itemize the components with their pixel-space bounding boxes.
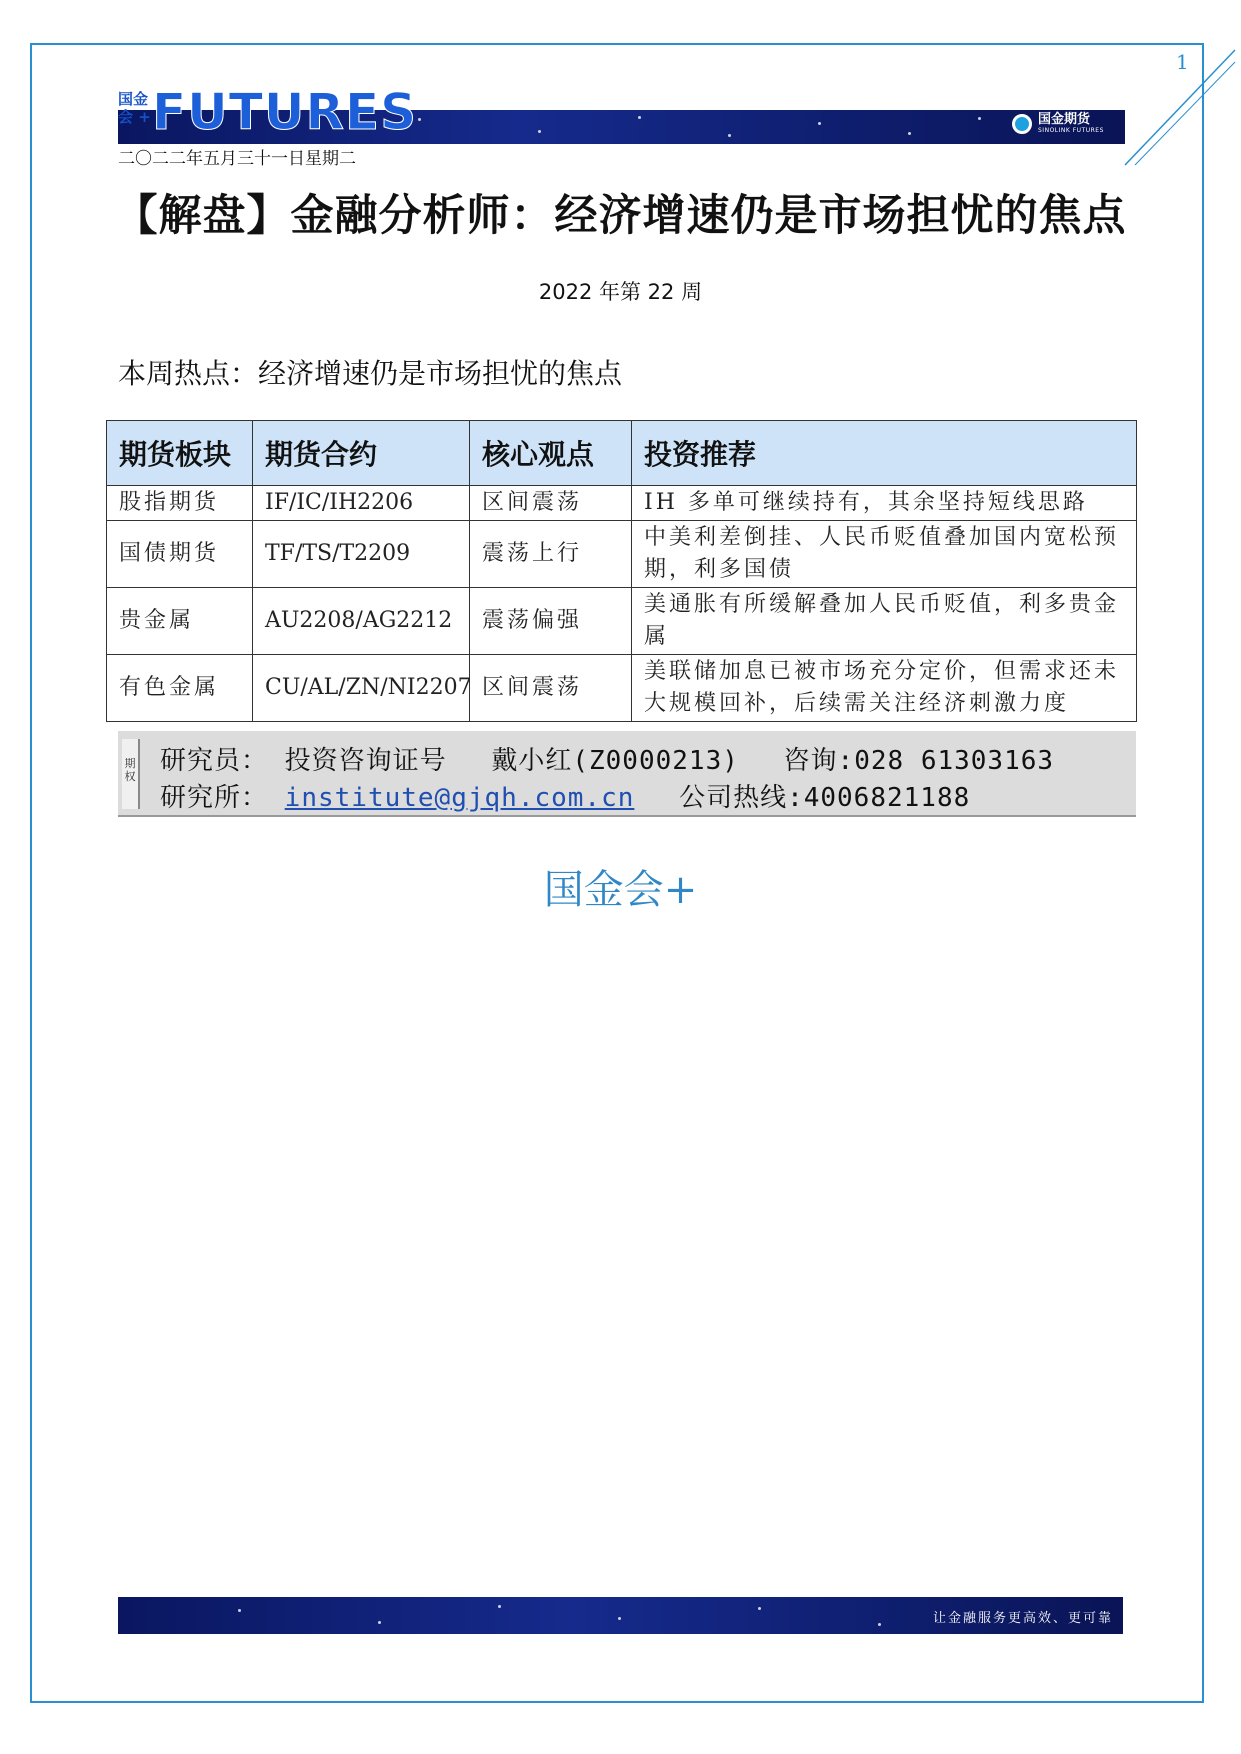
header-date: 二〇二二年五月三十一日星期二 <box>118 149 356 169</box>
footer-banner <box>118 1597 1123 1634</box>
company-name-en: SINOLINK FUTURES <box>1038 127 1104 134</box>
cell-contract: AU2208/AG2212 <box>253 588 470 655</box>
cell-recommendation: 美联储加息已被市场充分定价，但需求还未大规模回补，后续需关注经济刺激力度 <box>632 655 1137 722</box>
cell-view: 震荡上行 <box>470 521 632 588</box>
researcher-name: 戴小红(Z0000213) <box>491 746 739 776</box>
table-row <box>107 655 1137 722</box>
page-title: 【解盘】金融分析师：经济增速仍是市场担忧的焦点 <box>114 191 1127 241</box>
table-row <box>107 588 1137 655</box>
cell-sector: 股指期货 <box>107 486 253 521</box>
table-row <box>107 521 1137 588</box>
cert-label: 投资咨询证号 <box>284 746 447 776</box>
sinolink-logo-icon <box>1012 114 1032 134</box>
cell-sector: 国债期货 <box>107 521 253 588</box>
cell-view: 震荡偏强 <box>470 588 632 655</box>
week-label: 2022 年第 22 周 <box>538 280 703 304</box>
brand-small-label <box>118 90 154 126</box>
cell-recommendation: 中美利差倒挂、人民币贬值叠加国内宽松预期，利多国债 <box>632 521 1137 588</box>
company-hotline: 公司热线:4006821188 <box>679 783 971 813</box>
contact-box <box>118 731 1136 817</box>
cell-contract: CU/AL/ZN/NI2207 <box>253 655 470 722</box>
cell-contract: TF/TS/T2209 <box>253 521 470 588</box>
weekly-hotspot: 本周热点：经济增速仍是市场担忧的焦点 <box>118 357 623 390</box>
footer-slogan: 让金融服务更高效、更可靠 <box>932 1611 1113 1626</box>
cell-view: 区间震荡 <box>470 486 632 521</box>
institute-label: 研究所： <box>160 783 269 813</box>
header-sector: 期货板块 <box>107 421 253 486</box>
cell-contract: IF/IC/IH2206 <box>253 486 470 521</box>
header-view: 核心观点 <box>470 421 632 486</box>
cell-recommendation: 美通胀有所缓解叠加人民币贬值，利多贵金属 <box>632 588 1137 655</box>
researcher-label: 研究员： <box>160 746 269 776</box>
cell-recommendation: IH 多单可继续持有，其余坚持短线思路 <box>632 486 1137 521</box>
header-contract: 期货合约 <box>253 421 470 486</box>
company-logo <box>1012 113 1104 134</box>
table-row <box>107 486 1137 521</box>
cell-sector: 贵金属 <box>107 588 253 655</box>
brand-wordmark: FUTURES <box>152 83 418 141</box>
institute-line <box>160 777 970 814</box>
table-header-row <box>107 421 1137 486</box>
cell-sector: 有色金属 <box>107 655 253 722</box>
researcher-line <box>160 740 1054 777</box>
page-number: 1 <box>1176 50 1189 74</box>
company-name-cn: 国金期货 <box>1038 112 1091 127</box>
contact-tab-label: 期权 <box>122 739 140 809</box>
brand-small-line2: 会 + <box>118 108 151 126</box>
futures-table <box>106 420 1137 722</box>
email-link[interactable]: institute@gjqh.com.cn <box>284 783 635 813</box>
bottom-brand: 国金会+ <box>543 867 698 913</box>
brand-small-line1: 国金 <box>118 90 149 108</box>
corner-decoration <box>1120 40 1240 170</box>
header-recommendation: 投资推荐 <box>632 421 1137 486</box>
consult-phone: 咨询:028 61303163 <box>783 746 1055 776</box>
cell-view: 区间震荡 <box>470 655 632 722</box>
